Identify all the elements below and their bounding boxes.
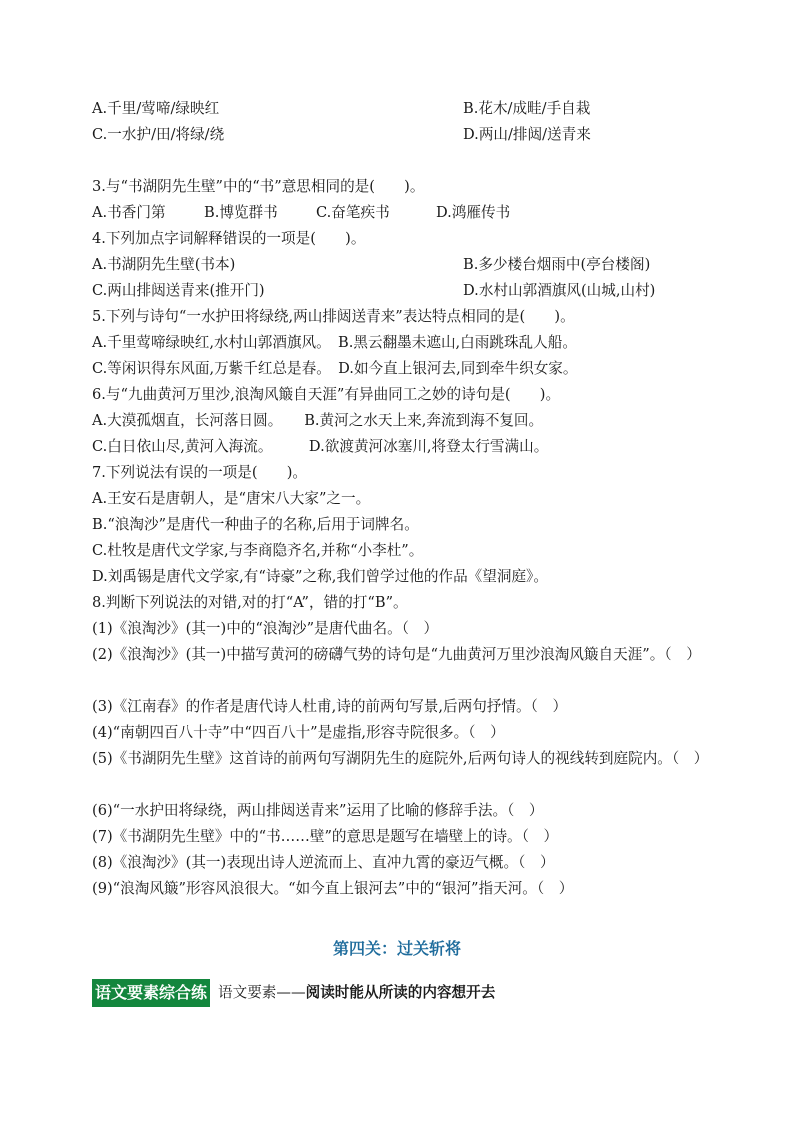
q2-option-b: B.花木/成畦/手自栽 <box>463 100 591 117</box>
q4-option-d: D.水村山郭酒旗风(山城,山村) <box>463 282 656 299</box>
q5-options-cd: C.等闲识得东风面,万紫千红总是春。 D.如今直上银河去,同到牵牛织女家。 <box>92 360 578 377</box>
section-tag: 语文要素综合练 <box>92 979 210 1007</box>
q8-item-3: (3)《江南春》的作者是唐代诗人杜甫,诗的前两句写景,后两句抒情。（ ） <box>92 698 568 715</box>
q3-options <box>92 200 734 226</box>
q6-options-ab: A.大漠孤烟直，长河落日圆。 B.黄河之水天上来,奔流到海不复回。 <box>92 412 544 429</box>
q5-stem: 5.下列与诗句“一水护田将绿绕,两山排闼送青来”表达特点相同的是( )。 <box>92 308 575 325</box>
q8-item-4: (4)“南朝四百八十寺”中“四百八十”是虚指,形容寺院很多。（ ） <box>92 724 505 741</box>
q3-stem: 3.与“书湖阴先生壁”中的“书”意思相同的是( )。 <box>92 178 425 195</box>
q5-options-ab: A.千里莺啼绿映红,水村山郭酒旗风。 B.黑云翻墨未遮山,白雨跳珠乱人船。 <box>92 334 577 351</box>
q8-item-6: (6)“一水护田将绿绕，两山排闼送青来”运用了比喻的修辞手法。（ ） <box>92 802 544 819</box>
q3-option-a: A.书香门第 <box>92 204 166 221</box>
q8-item-5: (5)《书湖阴先生壁》这首诗的前两句写湖阴先生的庭院外,后两句诗人的视线转到庭院内。（ ） <box>92 750 709 767</box>
q6-options-cd: C.白日依山尽,黄河入海流。 D.欲渡黄河冰塞川,将登太行雪满山。 <box>92 438 549 455</box>
q2-options-row-2 <box>92 122 734 148</box>
q8-item-8: (8)《浪淘沙》(其一)表现出诗人逆流而上、直冲九霄的豪迈气概。（ ） <box>92 854 555 871</box>
q8-item-7: (7)《书湖阴先生壁》中的“书……壁”的意思是题写在墙壁上的诗。（ ） <box>92 828 559 845</box>
q2-option-a: A.千里/莺啼/绿映红 <box>92 100 220 117</box>
q3-option-d: D.鸿雁传书 <box>436 204 511 221</box>
q8-stem: 8.判断下列说法的对错,对的打“A”，错的打“B”。 <box>92 594 408 611</box>
q7-stem: 7.下列说法有误的一项是( )。 <box>92 464 308 481</box>
q8-item-2: (2)《浪淘沙》(其一)中描写黄河的磅礴气势的诗句是“九曲黄河万里沙浪淘风簸自天涯”。（ ） <box>92 646 701 663</box>
q6-stem: 6.与“九曲黄河万里沙,浪淘风簸自天涯”有异曲同工之妙的诗句是( )。 <box>92 386 561 403</box>
q8-item-1: (1)《浪淘沙》(其一)中的“浪淘沙”是唐代曲名。（ ） <box>92 620 439 637</box>
q2-options-row-1 <box>92 96 734 122</box>
q2-option-c: C.一水护/田/将绿/绕 <box>92 126 225 143</box>
q7-option-b: B.“浪淘沙”是唐代一种曲子的名称,后用于词牌名。 <box>92 516 419 533</box>
q4-options-row-1 <box>92 252 734 278</box>
q4-option-c: C.两山排闼送青来(推开门) <box>92 282 265 299</box>
q8-item-9: (9)“浪淘风簸”形容风浪很大。“如今直上银河去”中的“银河”指天河。（ ） <box>92 880 574 897</box>
q3-option-c: C.奋笔疾书 <box>316 204 390 221</box>
section-tag-row <box>92 979 495 1007</box>
q4-options-row-2 <box>92 278 734 304</box>
q7-option-c: C.杜牧是唐代文学家,与李商隐齐名,并称“小李杜”。 <box>92 542 424 559</box>
section-title: 第四关：过关斩将 <box>332 939 461 958</box>
q7-option-a: A.王安石是唐朝人，是“唐宋八大家”之一。 <box>92 490 371 507</box>
q3-option-b: B.博览群书 <box>204 204 278 221</box>
section-desc-prefix: 语文要素—— <box>218 984 306 1001</box>
section-desc-bold: 阅读时能从所读的内容想开去 <box>305 984 496 1001</box>
q2-option-d: D.两山/排闼/送青来 <box>463 126 591 143</box>
q4-option-a: A.书湖阴先生壁(书本) <box>92 256 236 273</box>
q4-stem: 4.下列加点字词解释错误的一项是( )。 <box>92 230 366 247</box>
q4-option-b: B.多少楼台烟雨中(亭台楼阁) <box>463 256 651 273</box>
q7-option-d: D.刘禹锡是唐代文学家,有“诗豪”之称,我们曾学过他的作品《望洞庭》。 <box>92 568 548 585</box>
